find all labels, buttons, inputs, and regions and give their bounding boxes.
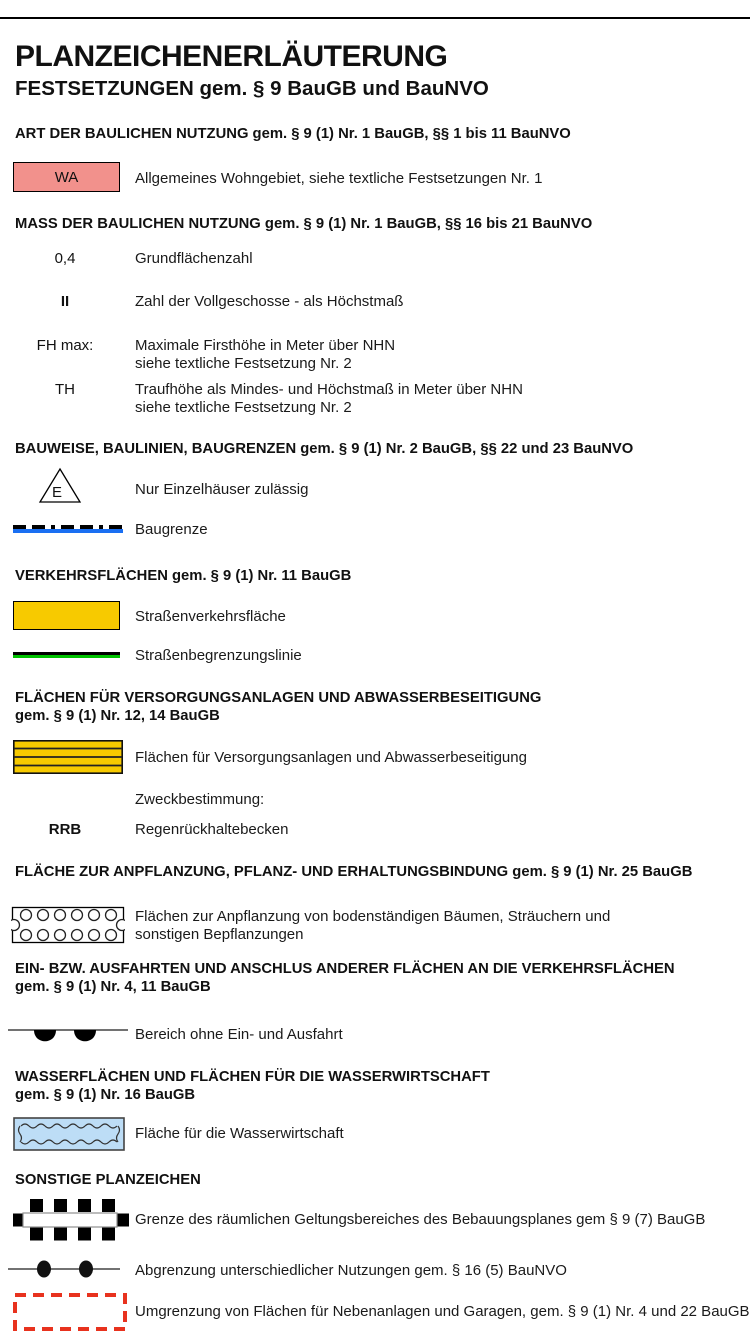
section-title-mass: MASS DER BAULICHEN NUTZUNG gem. § 9 (1) Nr. 1 BauGB, §§ 16 bis 21 BauNVO (15, 216, 593, 232)
garage-boundary-swatch (13, 1293, 127, 1331)
firsthoehe-description-line2: siehe textliche Festsetzung Nr. 2 (135, 354, 352, 372)
planting-area-swatch (11, 906, 125, 944)
section-title-verkehr: VERKEHRSFLÄCHEN gem. § 9 (1) Nr. 11 BauGB (15, 568, 352, 584)
section-title-ausfahrten-line1: EIN- BZW. AUSFAHRTEN UND ANSCHLUS ANDERER FLÄCHEN AN DIE VERKEHRSFLÄCHEN (15, 961, 675, 977)
traufhoehe-description-line1: Traufhöhe als Mindes- und Höchstmaß in Meter über NHN (135, 381, 523, 398)
plan-boundary-icon (13, 1196, 129, 1244)
einzelhaus-symbol-label: E (51, 484, 63, 501)
grz-symbol-label: 0,4 (54, 250, 76, 267)
page-title: PLANZEICHENERLÄUTERUNG (15, 40, 448, 73)
firsthoehe-symbol-label: FH max: (36, 337, 94, 354)
traufhoehe-description-line2: siehe textliche Festsetzung Nr. 2 (135, 398, 352, 416)
wa-area-swatch (13, 162, 120, 192)
section-title-art: ART DER BAULICHEN NUTZUNG gem. § 9 (1) Nr. 1 BauGB, §§ 1 bis 11 BauNVO (15, 126, 571, 142)
section-title-wasser-line2: gem. § 9 (1) Nr. 16 BauGB (15, 1086, 196, 1103)
utility-area-description: Flächen für Versorgungsanlagen und Abwasserbeseitigung (135, 749, 527, 766)
section-title-versorgung (15, 690, 541, 725)
page-subtitle: FESTSETZUNGEN gem. § 9 BauGB und BauNVO (15, 77, 489, 100)
no-access-description: Bereich ohne Ein- und Ausfahrt (135, 1026, 343, 1043)
street-area-description: Straßenverkehrsfläche (135, 608, 286, 625)
einzelhaus-description: Nur Einzelhäuser zulässig (135, 481, 309, 498)
section-title-bauweise: BAUWEISE, BAULINIEN, BAUGRENZEN gem. § 9 (1) Nr. 2 BauGB, §§ 22 und 23 BauNVO (15, 441, 634, 457)
street-boundary-description: Straßenbegrenzungslinie (135, 647, 302, 664)
grz-description: Grundflächenzahl (135, 250, 253, 267)
baugrenze-line-icon (13, 524, 123, 534)
vollgeschosse-description: Zahl der Vollgeschosse - als Höchstmaß (135, 293, 404, 310)
water-area-description: Fläche für die Wasserwirtschaft (135, 1125, 344, 1142)
planting-area-description-line2: sonstigen Bepflanzungen (135, 925, 304, 943)
planting-area-description (135, 908, 610, 943)
baugrenze-description: Baugrenze (135, 521, 208, 538)
utility-area-swatch (13, 740, 123, 774)
water-area-swatch (13, 1117, 125, 1151)
rrb-symbol-label: RRB (48, 821, 82, 838)
firsthoehe-description-line1: Maximale Firsthöhe in Meter über NHN (135, 337, 396, 354)
wa-symbol-label: WA (54, 168, 79, 186)
traufhoehe-symbol-label: TH (55, 381, 75, 398)
section-title-versorgung-line2: gem. § 9 (1) Nr. 12, 14 BauGB (15, 707, 220, 724)
firsthoehe-description (135, 337, 395, 372)
garage-boundary-description: Umgrenzung von Flächen für Nebenanlagen und Garagen, gem. § 9 (1) Nr. 4 und 22 BauGB (135, 1303, 750, 1320)
section-title-anpflanzung: FLÄCHE ZUR ANPFLANZUNG, PFLANZ- UND ERHALTUNGSBINDUNG gem. § 9 (1) Nr. 25 BauGB (15, 864, 693, 880)
planting-area-description-line1: Flächen zur Anpflanzung von bodenständigen Bäumen, Sträuchern und (135, 908, 611, 925)
section-title-wasser (15, 1069, 490, 1104)
einzelhaus-triangle-icon (38, 467, 82, 505)
section-title-sonstige: SONSTIGE PLANZEICHEN (15, 1172, 201, 1188)
street-boundary-line-icon (13, 652, 120, 659)
traufhoehe-description (135, 381, 523, 416)
section-title-versorgung-line1: FLÄCHEN FÜR VERSORGUNGSANLAGEN UND ABWASSERBESEITIGUNG (15, 690, 542, 706)
street-area-swatch (13, 601, 120, 630)
zweckbestimmung-label: Zweckbestimmung: (135, 791, 265, 808)
section-title-wasser-line1: WASSERFLÄCHEN UND FLÄCHEN FÜR DIE WASSERWIRTSCHAFT (15, 1069, 490, 1085)
plan-boundary-description: Grenze des räumlichen Geltungsbereiches des Bebauungsplanes gem § 9 (7) BauGB (135, 1211, 706, 1228)
section-title-ausfahrten-line2: gem. § 9 (1) Nr. 4, 11 BauGB (15, 978, 211, 995)
usage-separation-line-icon (8, 1260, 126, 1278)
no-access-line-icon (8, 1026, 128, 1044)
wa-description: Allgemeines Wohngebiet, siehe textliche Festsetzungen Nr. 1 (135, 170, 543, 187)
section-title-ausfahrten (15, 961, 675, 996)
top-rule (0, 17, 750, 19)
usage-separation-description: Abgrenzung unterschiedlicher Nutzungen gem. § 16 (5) BauNVO (135, 1262, 567, 1279)
rrb-description: Regenrückhaltebecken (135, 821, 289, 838)
vollgeschosse-symbol-label: II (60, 293, 70, 310)
